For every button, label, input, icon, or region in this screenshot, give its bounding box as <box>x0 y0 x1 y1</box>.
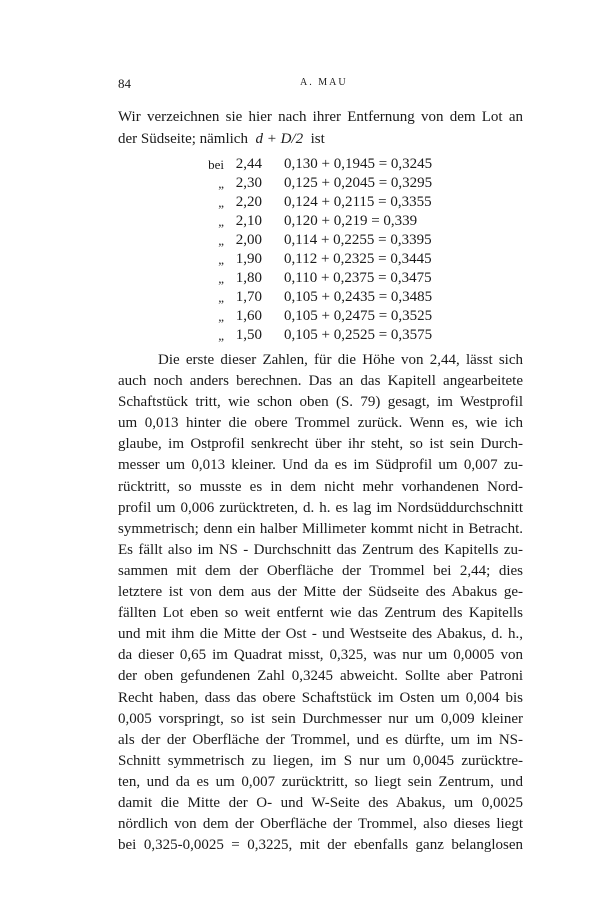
row-calculation: 0,105 + 0,2475 = 0,3525 <box>284 308 433 324</box>
table-row <box>194 174 484 193</box>
intro-paragraph <box>118 106 523 150</box>
paragraph-line: und mit ihm die Mitte der Ost - und Westseite des Abakus, d. h., <box>118 626 523 643</box>
paragraph-line: nördlich von dem der Oberfläche der Trommel, also dieses liegt <box>118 816 523 833</box>
intro-line-2-end: ist <box>310 131 325 147</box>
table-row <box>194 288 484 307</box>
row-label: „ <box>218 214 224 229</box>
row-height: 2,00 <box>235 232 262 248</box>
row-height: 2,30 <box>235 175 262 191</box>
row-height: 1,50 <box>235 327 262 343</box>
row-height: 2,44 <box>235 156 262 172</box>
row-calculation: 0,120 + 0,219 = 0,339 <box>284 213 418 229</box>
paragraph-line: um 0,013 hinter die obere Trommel zurück. Wenn es, wie ich <box>118 415 523 432</box>
page-header <box>118 76 520 94</box>
row-calculation: 0,112 + 0,2325 = 0,3445 <box>284 251 432 267</box>
row-height: 1,70 <box>235 289 262 305</box>
formula-d-plus-half-D: d + D/2 <box>255 131 304 147</box>
paragraph-line: symmetrisch; denn ein halber Millimeter kommt nicht in Betracht. <box>118 520 523 537</box>
row-calculation: 0,105 + 0,2435 = 0,3485 <box>284 289 433 305</box>
intro-line-2 <box>118 128 523 150</box>
row-label: „ <box>218 290 224 305</box>
paragraph-line: auch noch anders berechnen. Das an das Kapitell angearbeitete <box>118 373 523 390</box>
measurement-table <box>194 155 484 345</box>
table-row <box>194 269 484 288</box>
paragraph-line: 0,005 vorspringt, so ist sein Durchmesser nur um 0,009 kleiner <box>118 710 523 727</box>
paragraph-line: letztere ist von dem aus der Mitte der Südseite des Abakus ge- <box>118 584 523 601</box>
row-label: „ <box>218 252 224 267</box>
paragraph-line: bei 0,325-0,0025 = 0,3225, mit der ebenfalls ganz belanglosen <box>118 837 523 854</box>
row-calculation: 0,130 + 0,1945 = 0,3245 <box>284 156 433 172</box>
paragraph-line: rücktritt, so musste es in dem nicht mehr vorhandenen Nord- <box>118 478 523 495</box>
paragraph-line: Es fällt also im NS - Durchschnitt das Zentrum des Kapitells zu- <box>118 541 523 558</box>
row-label: „ <box>218 271 224 286</box>
paragraph-line: fällten Lot eben so weit entfernt wie das Zentrum des Kapitells <box>118 605 523 622</box>
row-height: 1,80 <box>235 270 262 286</box>
row-height: 2,10 <box>235 213 262 229</box>
row-label: „ <box>218 176 224 191</box>
row-calculation: 0,125 + 0,2045 = 0,3295 <box>284 175 433 191</box>
paragraph-line: Schnitt symmetrisch zu liegen, im S nur um 0,0045 zurücktre- <box>118 752 523 769</box>
row-calculation: 0,110 + 0,2375 = 0,3475 <box>284 270 432 286</box>
table-row <box>194 231 484 250</box>
row-calculation: 0,124 + 0,2115 = 0,3355 <box>284 194 432 210</box>
paragraph-line: glaube, im Ostprofil senkrecht über ihr steht, so ist sein Durch- <box>118 436 523 453</box>
paragraph-line: als der der Oberfläche der Trommel, und es dürfte, um im NS- <box>118 731 523 748</box>
row-calculation: 0,105 + 0,2525 = 0,3575 <box>284 327 433 343</box>
paragraph-line: der oben gefundenen Zahl 0,3245 abweicht. Sollte aber Patroni <box>118 668 523 685</box>
paragraph-line: da dieser 0,65 im Quadrat misst, 0,325, was nur um 0,0005 von <box>118 647 523 664</box>
paragraph-line: sammen mit dem der Oberfläche der Trommel bei 2,44; dies <box>118 562 523 579</box>
page-number: 84 <box>118 76 131 91</box>
row-height: 2,20 <box>235 194 262 210</box>
running-head: A. MAU <box>300 77 348 88</box>
row-label: „ <box>218 195 224 210</box>
intro-line-2-text: der Südseite; nämlich <box>118 131 248 147</box>
paragraph-line: Die erste dieser Zahlen, für die Höhe von 2,44, lässt sich <box>158 352 523 368</box>
table-row <box>194 326 484 345</box>
table-row <box>194 307 484 326</box>
paragraph-line: messer um 0,013 kleiner. Und da es im Südprofil um 0,007 zu- <box>118 457 523 474</box>
row-calculation: 0,114 + 0,2255 = 0,3395 <box>284 232 432 248</box>
row-height: 1,90 <box>235 251 262 267</box>
intro-line-1: Wir verzeichnen sie hier nach ihrer Entfernung von dem Lot an <box>118 109 523 125</box>
paragraph-line: profil um 0,006 zurücktreten, d. h. es lag im Nordsüddurchschnitt <box>118 499 523 516</box>
main-paragraph <box>118 350 523 856</box>
row-label: bei <box>208 157 224 172</box>
row-height: 1,60 <box>235 308 262 324</box>
table-row <box>194 193 484 212</box>
table-row <box>194 250 484 269</box>
paragraph-line: ten, und da es um 0,007 zurücktritt, so liegt sein Zentrum, und <box>118 773 523 790</box>
table-row <box>194 155 484 174</box>
paragraph-line: Schaftstück tritt, wie schon oben (S. 79) gesagt, im Westprofil <box>118 394 523 411</box>
table-row <box>194 212 484 231</box>
row-label: „ <box>218 233 224 248</box>
row-label: „ <box>218 328 224 343</box>
paragraph-line: Recht haben, dass das obere Schaftstück im Osten um 0,004 bis <box>118 689 523 706</box>
row-label: „ <box>218 309 224 324</box>
paragraph-line: damit die Mitte der O- und W-Seite des Abakus, um 0,0025 <box>118 794 523 811</box>
